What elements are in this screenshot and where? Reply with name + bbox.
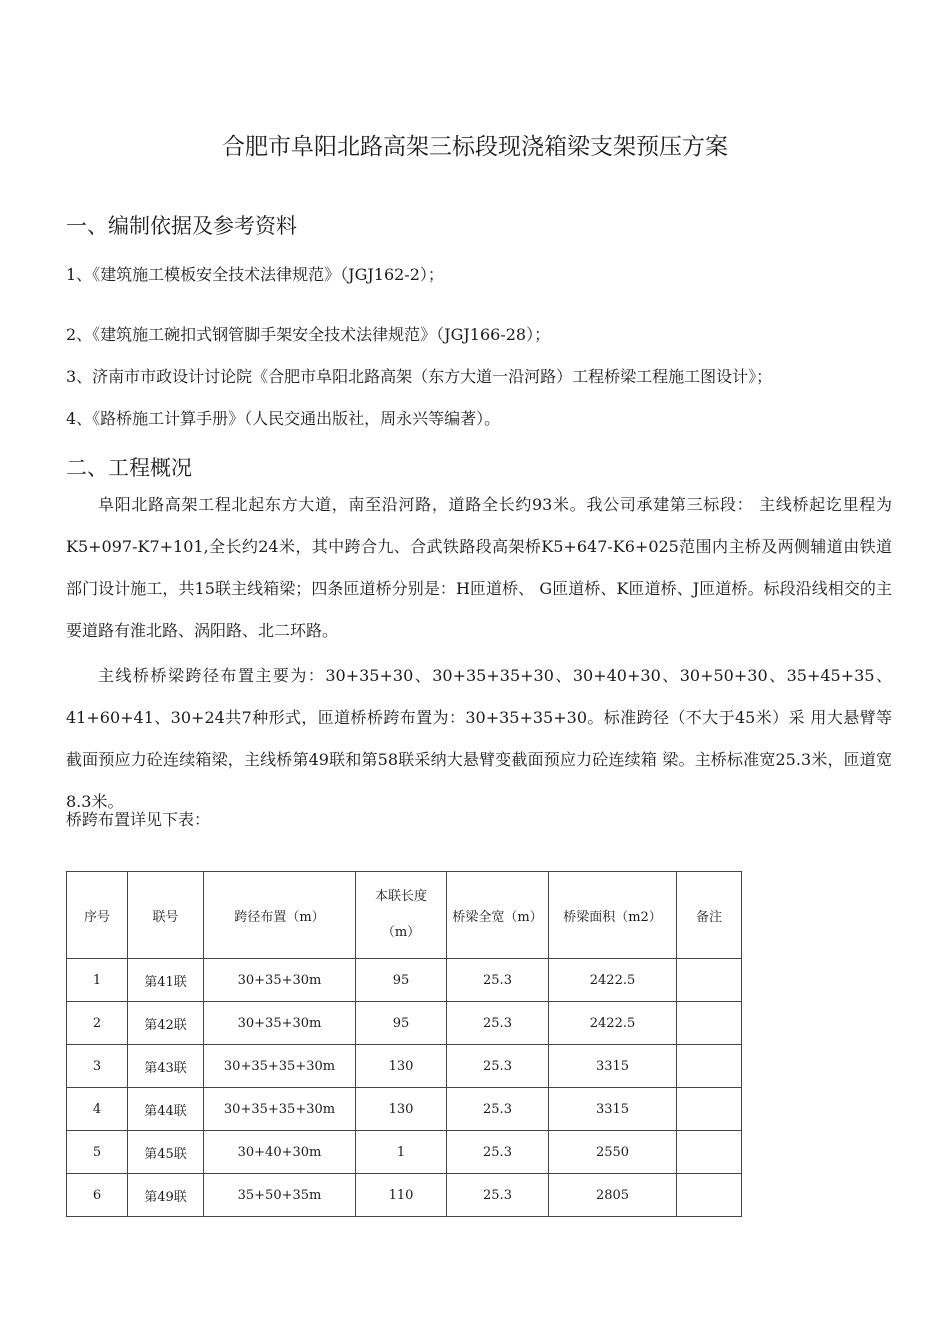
table-row xyxy=(67,1002,742,1045)
cell-index: 2 xyxy=(67,1002,128,1045)
cell-area: 2550 xyxy=(549,1131,677,1174)
cell-remark xyxy=(677,959,742,1002)
cell-width: 25.3 xyxy=(447,1174,549,1217)
cell-span: 30+35+30m xyxy=(204,959,356,1002)
section-2-heading: 二、工程概况 xyxy=(66,456,192,480)
cell-remark xyxy=(677,1002,742,1045)
cell-span: 30+40+30m xyxy=(204,1131,356,1174)
cell-length: 130 xyxy=(356,1088,447,1131)
cell-index: 3 xyxy=(67,1045,128,1088)
cell-length: 130 xyxy=(356,1045,447,1088)
cell-unit: 第44联 xyxy=(128,1088,204,1131)
cell-remark xyxy=(677,1045,742,1088)
cell-area: 2805 xyxy=(549,1174,677,1217)
table-row xyxy=(67,1088,742,1131)
header-width: 桥梁全宽（m） xyxy=(447,872,549,959)
cell-unit: 第49联 xyxy=(128,1174,204,1217)
cell-width: 25.3 xyxy=(447,1045,549,1088)
reference-item-3: 3、济南市市政设计讨论院《合肥市阜阳北路高架（东方大道一沿河路）工程桥梁工程施工图设计》； xyxy=(66,367,773,386)
table-caption: 桥跨布置详见下表： xyxy=(66,810,211,829)
cell-length: 1 xyxy=(356,1131,447,1174)
overview-paragraph-1: 阜阳北路高架工程北起东方大道，南至沿河路，道路全长约93米。我公司承建第三标段： 主线桥起讫里程为K5+097-K7+101,全长约24米，其中跨合九、合武铁路段高架桥K5+647-K6+025范围内主桥及两侧辅道由铁道部门设计施工，共15联主线箱梁；四条匝道桥分别是：H匝道桥、 G匝道桥、K匝道桥、J匝道桥。标段沿线相交的主要道路有淮北路、涡阳路、北二环路。 xyxy=(66,495,892,640)
table-row xyxy=(67,1174,742,1217)
cell-span: 35+50+35m xyxy=(204,1174,356,1217)
table-row xyxy=(67,1045,742,1088)
header-length-label: 本联长度 xyxy=(374,889,427,904)
cell-index: 5 xyxy=(67,1131,128,1174)
cell-remark xyxy=(677,1088,742,1131)
document-title: 合肥市阜阳北路高架三标段现浇箱梁支架预压方案 xyxy=(222,134,728,160)
cell-remark xyxy=(677,1174,742,1217)
cell-width: 25.3 xyxy=(447,1088,549,1131)
header-length-unit: （m） xyxy=(381,925,421,940)
cell-width: 25.3 xyxy=(447,1002,549,1045)
cell-area: 2422.5 xyxy=(549,959,677,1002)
cell-unit: 第42联 xyxy=(128,1002,204,1045)
cell-span: 30+35+30m xyxy=(204,1002,356,1045)
table-row xyxy=(67,1131,742,1174)
reference-item-2: 2、《建筑施工碗扣式钢管脚手架安全技术法律规范》（JGJ166-28）； xyxy=(66,325,551,344)
cell-area: 3315 xyxy=(549,1088,677,1131)
header-unit: 联号 xyxy=(128,872,204,959)
reference-item-1: 1、《建筑施工模板安全技术法律规范》（JGJ162-2）； xyxy=(66,265,444,284)
header-area: 桥梁面积（m2） xyxy=(549,872,677,959)
overview-paragraph-2: 主线桥桥梁跨径布置主要为：30+35+30、30+35+35+30、30+40+30、30+50+30、35+45+35、41+60+41、30+24共7种形式，匝道桥桥跨布置为：30+35+35+30。标准跨径（不大于45米）采 用大悬臂等截面预应力砼连续箱梁，主线桥第49联和第58联采纳大悬臂变截面预应力砼连续箱 梁。主桥标准宽25.3米，匝道宽8.3米。 xyxy=(66,666,892,811)
header-span: 跨径布置（m） xyxy=(204,872,356,959)
cell-area: 3315 xyxy=(549,1045,677,1088)
cell-width: 25.3 xyxy=(447,959,549,1002)
table-row xyxy=(67,959,742,1002)
bridge-span-table xyxy=(66,871,742,1217)
cell-unit: 第41联 xyxy=(128,959,204,1002)
cell-span: 30+35+35+30m xyxy=(204,1045,356,1088)
cell-length: 110 xyxy=(356,1174,447,1217)
section-1-heading: 一、编制依据及参考资料 xyxy=(66,214,297,238)
cell-index: 6 xyxy=(67,1174,128,1217)
cell-length: 95 xyxy=(356,1002,447,1045)
cell-unit: 第43联 xyxy=(128,1045,204,1088)
cell-width: 25.3 xyxy=(447,1131,549,1174)
cell-length: 95 xyxy=(356,959,447,1002)
header-index: 序号 xyxy=(67,872,128,959)
cell-unit: 第45联 xyxy=(128,1131,204,1174)
table-header-row xyxy=(67,872,742,959)
cell-span: 30+35+35+30m xyxy=(204,1088,356,1131)
cell-remark xyxy=(677,1131,742,1174)
cell-index: 1 xyxy=(67,959,128,1002)
cell-area: 2422.5 xyxy=(549,1002,677,1045)
header-length xyxy=(356,872,447,959)
header-remark: 备注 xyxy=(677,872,742,959)
reference-item-4: 4、《路桥施工计算手册》（人民交通出版社，周永兴等编著）。 xyxy=(66,409,501,428)
cell-index: 4 xyxy=(67,1088,128,1131)
